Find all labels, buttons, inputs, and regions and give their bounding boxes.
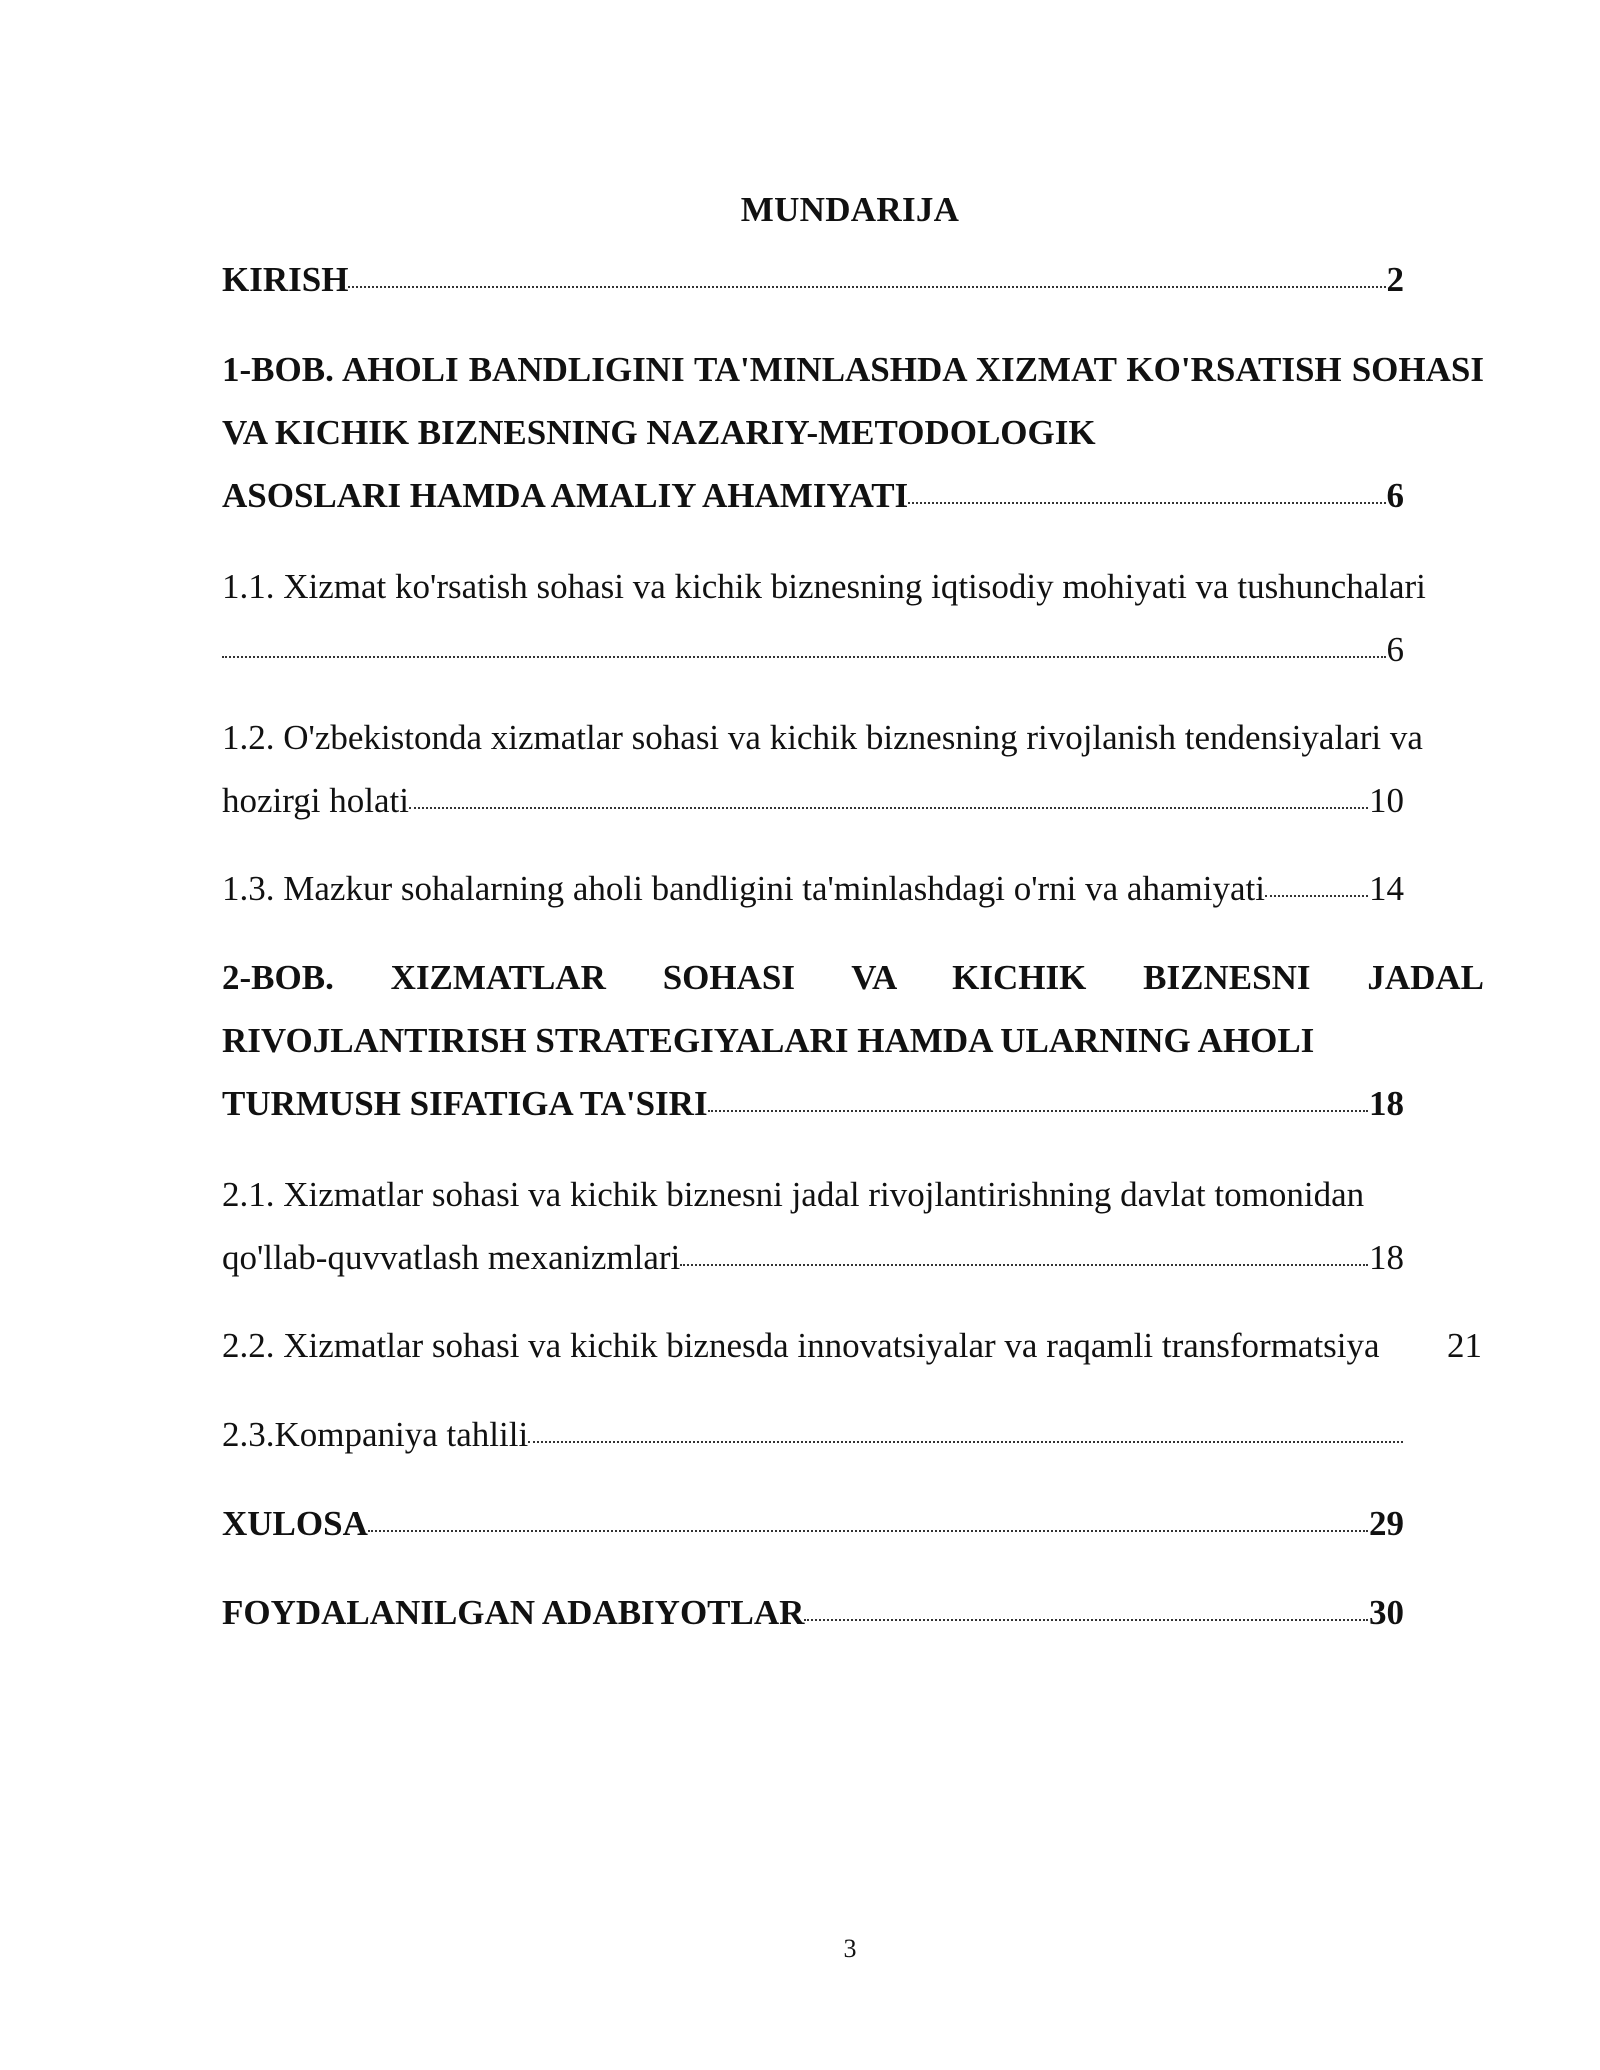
toc-entry-lead: 2.1. Xizmatlar sohasi va kichik biznesni jadal rivojlantirishning davlat tomonidan <box>222 1175 1365 1214</box>
dot-leader <box>528 1441 1403 1443</box>
toc-entry-references[interactable] <box>222 1581 1484 1644</box>
toc-entry-section-1-3[interactable] <box>222 857 1484 920</box>
toc-row <box>222 1492 1404 1555</box>
toc-entry-lead: 2-BOB. XIZMATLAR SOHASI VA KICHIK BIZNESNI JADAL RIVOJLANTIRISH STRATEGIYALARI HAMDA ULARNING AHOLI <box>222 958 1484 1060</box>
dot-leader <box>1265 895 1368 897</box>
toc-entry-title: 2.2. Xizmatlar sohasi va kichik biznesda innovatsiyalar va raqamli transformatsiya <box>222 1326 1380 1365</box>
toc-row <box>222 1314 1482 1377</box>
toc-page-number: 10 <box>1369 781 1404 820</box>
toc-entry-kirish[interactable] <box>222 248 1484 311</box>
dot-leader <box>804 1619 1368 1621</box>
toc-entry-title: KIRISH <box>222 260 349 299</box>
toc-entry-chapter-1[interactable] <box>222 338 1484 527</box>
toc-entry-lead: 1.2. O'zbekistonda xizmatlar sohasi va kichik biznesning rivojlanish tendensiyalari va <box>222 718 1423 757</box>
toc-page-number: 18 <box>1369 1084 1404 1123</box>
toc-entry-chapter-2[interactable] <box>222 946 1484 1135</box>
page-number: 3 <box>843 1934 857 1963</box>
toc-entry-title: 2.3.Kompaniya tahlili <box>222 1415 529 1454</box>
toc-entry-title: XULOSA <box>222 1504 368 1543</box>
dot-leader <box>409 807 1368 809</box>
toc-page-number: 29 <box>1369 1504 1404 1543</box>
dot-leader <box>908 502 1385 504</box>
toc-entry-xulosa[interactable] <box>222 1492 1484 1555</box>
toc-entry-title: 1.3. Mazkur sohalarning aholi bandligini ta'minlashdagi o'rni va ahamiyati <box>222 869 1265 908</box>
toc-page-number: 14 <box>1369 869 1404 908</box>
toc-row <box>222 1072 1404 1135</box>
toc-row <box>222 1226 1404 1289</box>
toc-row <box>222 1581 1404 1644</box>
toc-page-number: 30 <box>1369 1593 1404 1632</box>
toc-entry-section-1-2[interactable] <box>222 706 1484 832</box>
toc-entry-lead: 1.1. Xizmat ko'rsatish sohasi va kichik biznesning iqtisodiy mohiyati va tushunchalari <box>222 567 1426 606</box>
toc-entry-title: qo'llab-quvvatlash mexanizmlari <box>222 1238 681 1277</box>
dot-leader <box>348 286 1385 288</box>
toc-row <box>222 618 1404 681</box>
dot-leader <box>680 1264 1368 1266</box>
toc-entry-title: ASOSLARI HAMDA AMALIY AHAMIYATI <box>222 476 909 515</box>
toc-page-number: 6 <box>1386 630 1404 669</box>
toc-title: MUNDARIJA <box>740 190 960 229</box>
toc-page-number: 6 <box>1386 476 1404 515</box>
toc-row <box>222 769 1404 832</box>
toc-entry-title: FOYDALANILGAN ADABIYOTLAR <box>222 1593 805 1632</box>
toc-page-number: 2 <box>1386 260 1404 299</box>
toc-entry-title: TURMUSH SIFATIGA TA'SIRI <box>222 1084 708 1123</box>
toc-row <box>222 248 1404 311</box>
dot-leader <box>222 656 1386 658</box>
toc-entry-section-1-1[interactable] <box>222 555 1484 681</box>
toc-row <box>222 464 1404 527</box>
toc-page-number: 18 <box>1369 1238 1404 1277</box>
toc-entry-section-2-3[interactable] <box>222 1403 1484 1466</box>
toc-entry-section-2-2[interactable] <box>222 1314 1484 1377</box>
toc-page-number: 21 <box>1447 1326 1482 1365</box>
toc-entry-lead: 1-BOB. AHOLI BANDLIGINI TA'MINLASHDA XIZMAT KO'RSATISH SOHASI VA KICHIK BIZNESNING NAZARIY-METODOLOGIK <box>222 350 1484 452</box>
toc-entry-section-2-1[interactable] <box>222 1163 1484 1289</box>
toc-entry-title: hozirgi holati <box>222 781 409 820</box>
toc-row <box>222 1403 1404 1466</box>
dot-leader <box>368 1530 1368 1532</box>
toc-row <box>222 857 1404 920</box>
dot-leader <box>708 1110 1368 1112</box>
